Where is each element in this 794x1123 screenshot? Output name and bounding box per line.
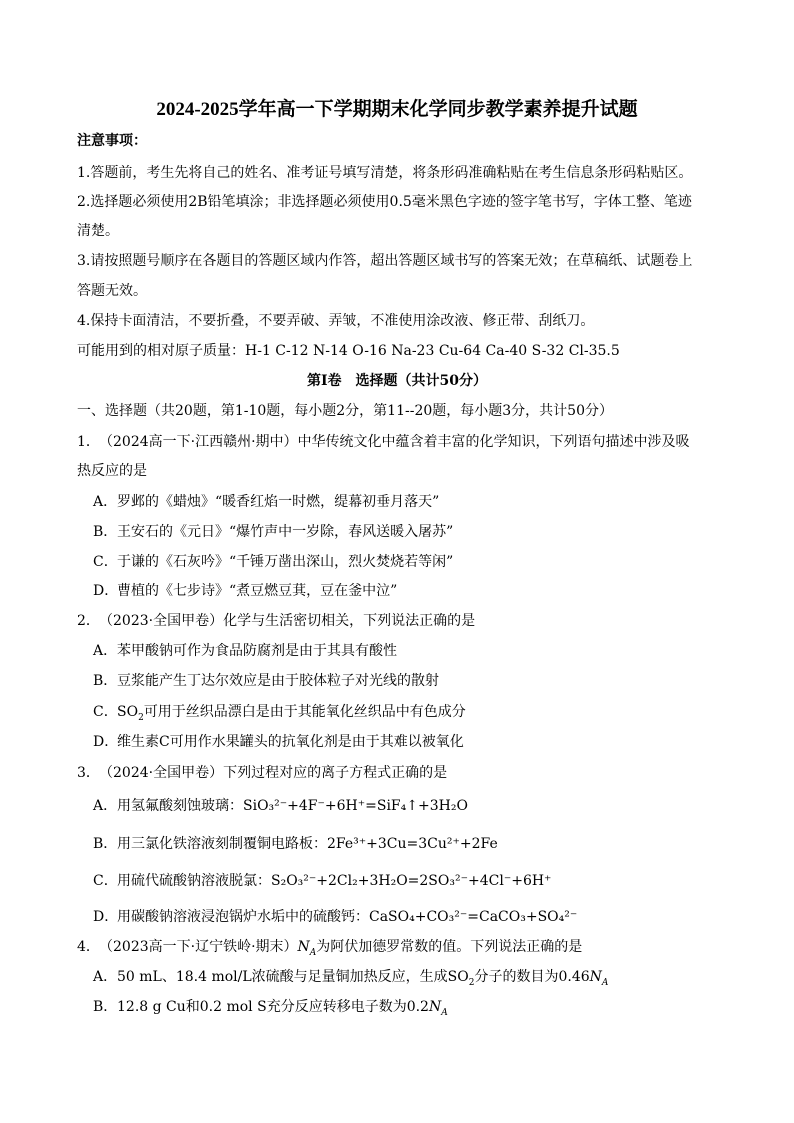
option-text: 分子的数目为0.46 <box>474 969 590 985</box>
option-text: 可用于丝织品漂白是由于其能氧化丝织品中有色成分 <box>143 704 466 720</box>
option-text: 于谦的《石灰吟》“千锤万凿出深山，烈火焚烧若等闲” <box>117 554 454 570</box>
option-label: C． <box>93 704 118 720</box>
atomic-mass-line: 可能用到的相对原子质量：H-1 C-12 N-14 O-16 Na-23 Cu-64 Ca-40 S-32 Cl-35.5 <box>77 343 620 359</box>
notice-line: 4.保持卡面清洁，不要折叠，不要弄破、弄皱，不准使用涂改液、修正带、刮纸刀。 <box>77 313 595 329</box>
option-text: 豆浆能产生丁达尔效应是由于胶体粒子对光线的散射 <box>117 673 439 689</box>
subscript: A <box>601 977 609 988</box>
question-number: 3． <box>77 765 100 781</box>
option-a <box>93 968 608 986</box>
option-label: D． <box>93 734 119 750</box>
option-text: 12.8 g Cu和0.2 mol S充分反应转移电子数为0.2 <box>117 999 429 1015</box>
option-b <box>93 672 439 690</box>
question-number: 2． <box>77 613 100 629</box>
section-title: 第Ⅰ卷 选择题（共计50分） <box>306 373 488 389</box>
option-d <box>93 908 577 926</box>
option-b <box>93 835 498 853</box>
notice-line: 清楚。 <box>77 223 119 239</box>
option-text: 50 mL、18.4 mol/L浓硫酸与足量铜加热反应，生成SO <box>117 969 469 985</box>
question-text: （2024高一下·江西赣州·期中）中华传统文化中蕴含着丰富的化学知识，下列语句描述中涉及吸 <box>99 434 690 450</box>
notice-line: 3.请按照题号顺序在各题目的答题区域内作答，超出答题区域书写的答案无效；在草稿纸、试题卷上 <box>77 253 693 269</box>
option-label: C． <box>93 554 118 570</box>
subscript: 2 <box>468 977 475 988</box>
option-b <box>93 523 453 541</box>
option-text: 罗邺的《蜡烛》“暖香红焰一时燃，缇幕初垂月落天” <box>117 494 440 510</box>
notice-line: 答题无效。 <box>77 283 147 299</box>
option-label: C． <box>93 873 118 889</box>
question-3-stem <box>77 764 447 782</box>
option-a <box>93 797 468 815</box>
option-label: A． <box>93 643 118 659</box>
option-label: B． <box>93 673 118 689</box>
option-b <box>93 998 448 1016</box>
question-text: 为阿伏加德罗常数的值。下列说法正确的是 <box>316 939 583 955</box>
option-a <box>93 493 439 511</box>
part-heading: 一、选择题（共20题，第1-10题，每小题2分，第11--20题，每小题3分，共计50分） <box>77 403 613 419</box>
option-label: A． <box>93 969 118 985</box>
option-text: 用三氯化铁溶液刻制覆铜电路板：2Fe³⁺+3Cu=3Cu²⁺+2Fe <box>117 836 498 852</box>
subscript: A <box>309 947 317 958</box>
option-label: A． <box>93 798 118 814</box>
option-c <box>93 872 551 890</box>
question-text: （2023·全国甲卷）化学与生活密切相关，下列说法正确的是 <box>99 613 476 629</box>
subscript: 2 <box>138 712 144 723</box>
question-text: （2024·全国甲卷）下列过程对应的离子方程式正确的是 <box>99 765 448 781</box>
option-label: D． <box>93 583 119 599</box>
question-4-stem <box>77 938 582 956</box>
option-label: B． <box>93 999 118 1015</box>
option-text: 用硫代硫酸钠溶液脱氯：S₂O₃²⁻+2Cl₂+3H₂O=2SO₃²⁻+4Cl⁻+6H⁺ <box>117 873 552 889</box>
option-text: SO <box>117 704 139 720</box>
notice-line: 1.答题前，考生先将自己的姓名、准考证号填写清楚，将条形码准确粘贴在考生信息条形码粘贴区。 <box>77 165 693 181</box>
option-d <box>93 582 397 600</box>
option-text: 苯甲酸钠可作为食品防腐剂是由于其具有酸性 <box>117 643 397 659</box>
option-text: 王安石的《元日》“爆竹声中一岁除，春风送暖入屠苏” <box>117 524 454 540</box>
notice-line: 2.选择题必须使用2B铅笔填涂；非选择题必须使用0.5毫米黑色字迹的签字笔书写，字体工整、笔迹 <box>77 194 692 210</box>
question-1-stem <box>77 433 690 451</box>
option-a <box>93 642 397 660</box>
question-number: 4． <box>77 939 100 955</box>
option-d <box>93 733 464 751</box>
option-label: B． <box>93 524 118 540</box>
option-label: A． <box>93 494 118 510</box>
question-number: 1． <box>77 434 100 450</box>
notice-heading: 注意事项： <box>77 133 147 149</box>
question-text: （2023高一下·辽宁铁岭·期末） <box>99 939 298 955</box>
avogadro-symbol: N <box>428 999 442 1015</box>
option-label: B． <box>93 836 118 852</box>
question-2-stem <box>77 612 475 630</box>
option-text: 用氢氟酸刻蚀玻璃：SiO₃²⁻+4F⁻+6H⁺=SiF₄↑+3H₂O <box>117 798 468 814</box>
option-text: 曹植的《七步诗》“煮豆燃豆萁，豆在釜中泣” <box>117 583 398 599</box>
option-text: 用碳酸钠溶液浸泡锅炉水垢中的硫酸钙：CaSO₄+CO₃²⁻=CaCO₃+SO₄²⁻ <box>117 909 578 925</box>
avogadro-symbol: N <box>297 939 310 955</box>
page-title: 2024-2025学年高一下学期期末化学同步教学素养提升试题 <box>156 99 638 120</box>
subscript: A <box>441 1007 448 1018</box>
avogadro-symbol: N <box>589 969 602 985</box>
option-text: 维生素C可用作水果罐头的抗氧化剂是由于其难以被氧化 <box>117 734 464 750</box>
option-label: D． <box>93 909 119 925</box>
question-1-stem-cont: 热反应的是 <box>77 463 147 479</box>
option-c <box>93 703 466 721</box>
option-c <box>93 553 453 571</box>
